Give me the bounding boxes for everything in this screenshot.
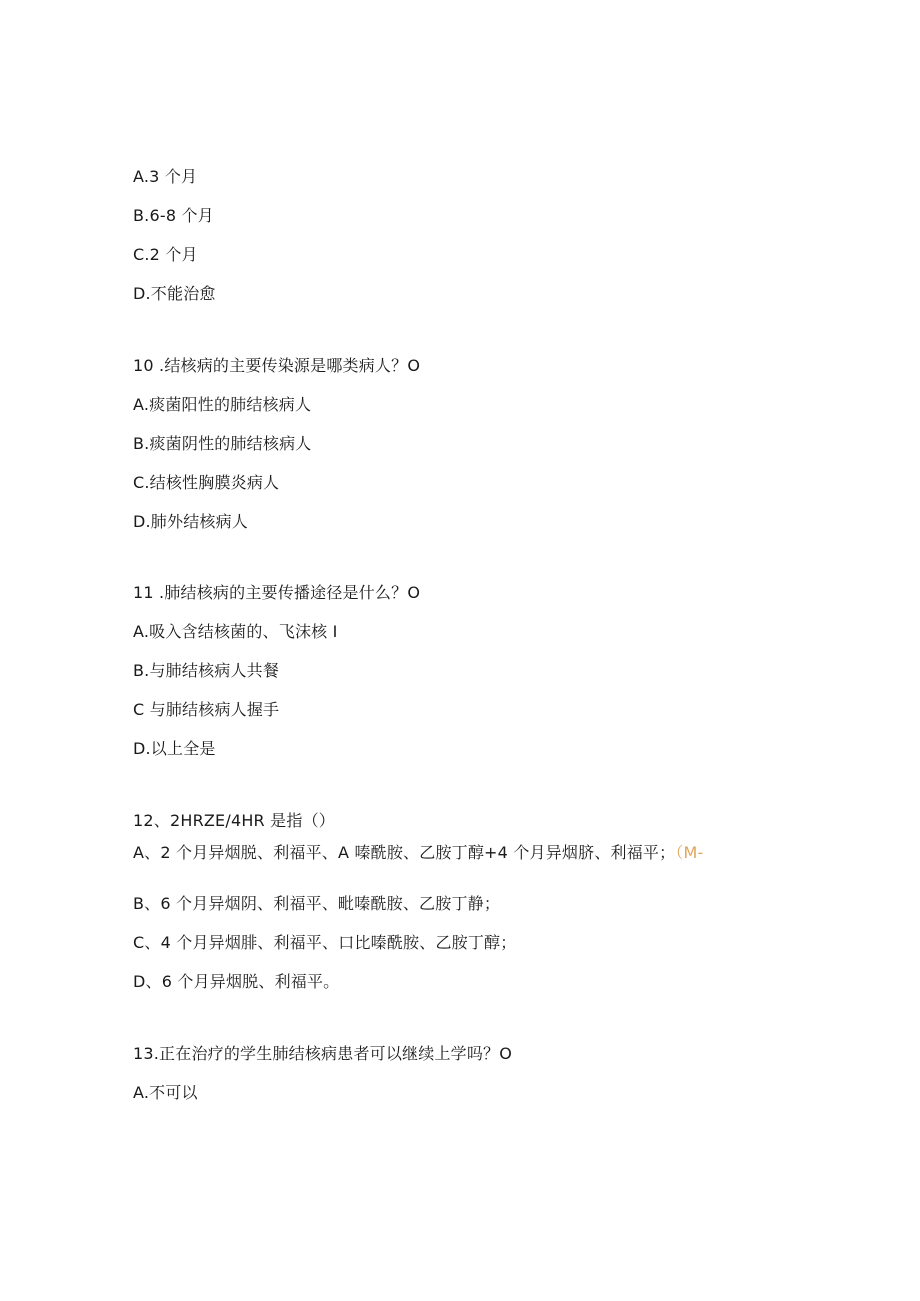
question-10: 10 .结核病的主要传染源是哪类病人？O	[133, 356, 421, 375]
option-b: B.6-8 个月	[133, 206, 214, 225]
q10-option-d: D.肺外结核病人	[133, 512, 249, 531]
q12-option-b: B、6 个月异烟阴、利福平、毗嗪酰胺、乙胺丁静；	[133, 894, 501, 913]
question-11: 11 .肺结核病的主要传播途径是什么？O	[133, 583, 421, 602]
q11-option-d: D.以上全是	[133, 739, 216, 758]
option-c: C.2 个月	[133, 245, 198, 264]
option-a: A.3 个月	[133, 167, 198, 186]
q12-option-c: C、4 个月异烟腓、利福平、口比嗪酰胺、乙胺丁醇；	[133, 933, 517, 952]
q12-option-a-text: A、2 个月异烟脱、利福平、A 嗪酰胺、乙胺丁醇+4 个月异烟脐、利福平；	[133, 843, 676, 862]
q11-option-a: A.吸入含结核菌的、飞沫核 I	[133, 622, 338, 641]
q11-option-c: C 与肺结核病人握手	[133, 700, 280, 719]
q13-option-a: A.不可以	[133, 1083, 198, 1102]
q12-option-a-mark: （M-	[675, 843, 704, 862]
q12-option-d: D、6 个月异烟脱、利福平。	[133, 972, 340, 991]
question-12: 12、2HRZE/4HR 是指（）	[133, 811, 335, 830]
q10-option-c: C.结核性胸膜炎病人	[133, 473, 280, 492]
q10-option-a: A.痰菌阳性的肺结核病人	[133, 395, 312, 414]
q10-option-b: B.痰菌阴性的肺结核病人	[133, 434, 312, 453]
q12-option-a	[133, 843, 704, 863]
question-13: 13.正在治疗的学生肺结核病患者可以继续上学吗？O	[133, 1044, 513, 1063]
option-d: D.不能治愈	[133, 284, 216, 303]
q11-option-b: B.与肺结核病人共餐	[133, 661, 280, 680]
